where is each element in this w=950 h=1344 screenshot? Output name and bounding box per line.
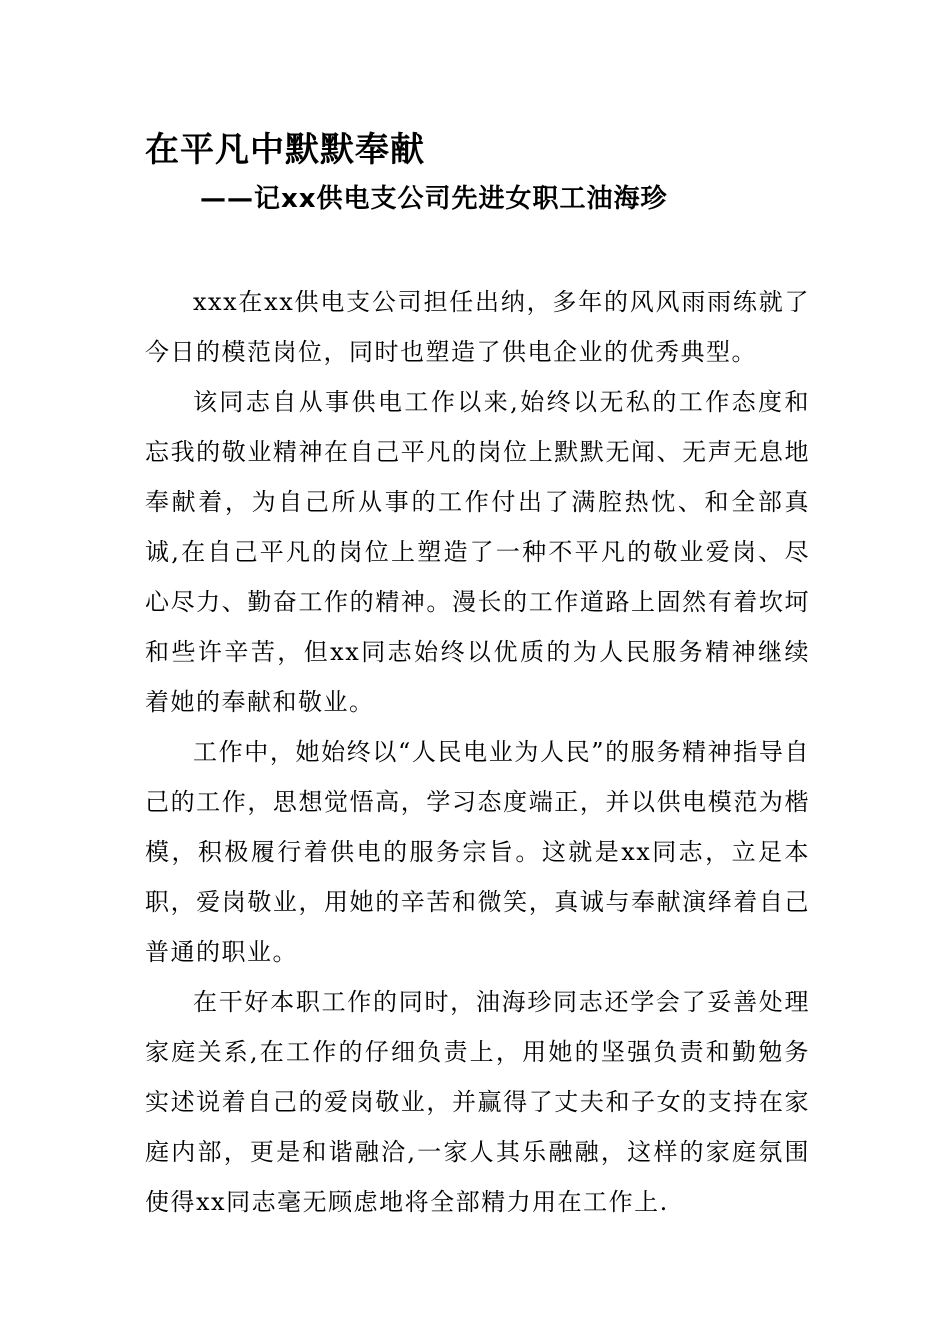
paragraph: 在干好本职工作的同时，油海珍同志还学会了妥善处理家庭关系,在工作的仔细负责上，用她的坚强负责和勤勉务实述说着自己的爱岗敬业，并赢得了丈夫和子女的支持在家庭内部，更是和谐融洽,一家人其乐融融，这样的家庭氛围使得xx同志毫无顾虑地将全部精力用在工作上.	[145, 988, 810, 1216]
paragraph: 该同志自从事供电工作以来,始终以无私的工作态度和忘我的敬业精神在自己平凡的岗位上默默无闻、无声无息地奉献着，为自己所从事的工作付出了满腔热忱、和全部真诚,在自己平凡的岗位上塑造了一种不平凡的敬业爱岗、尽心尽力、勤奋工作的精神。漫长的工作道路上固然有着坎坷和些许辛苦，但xx同志始终以优质的为人民服务精神继续着她的奉献和敬业。	[145, 388, 810, 716]
document-title: 在平凡中默默奉献	[145, 130, 425, 170]
document-subtitle: ——记xx供电支公司先进女职工油海珍	[200, 184, 668, 214]
paragraph: xxx在xx供电支公司担任出纳，多年的风风雨雨练就了今日的模范岗位，同时也塑造了供电企业的优秀典型。	[145, 288, 810, 366]
document-body	[145, 277, 810, 1227]
paragraph: 工作中，她始终以“人民电业为人民”的服务精神指导自己的工作，思想觉悟高，学习态度端正，并以供电模范为楷模，积极履行着供电的服务宗旨。这就是xx同志，立足本职，爱岗敬业，用她的辛苦和微笑，真诚与奉献演绎着自己普通的职业。	[145, 738, 810, 966]
